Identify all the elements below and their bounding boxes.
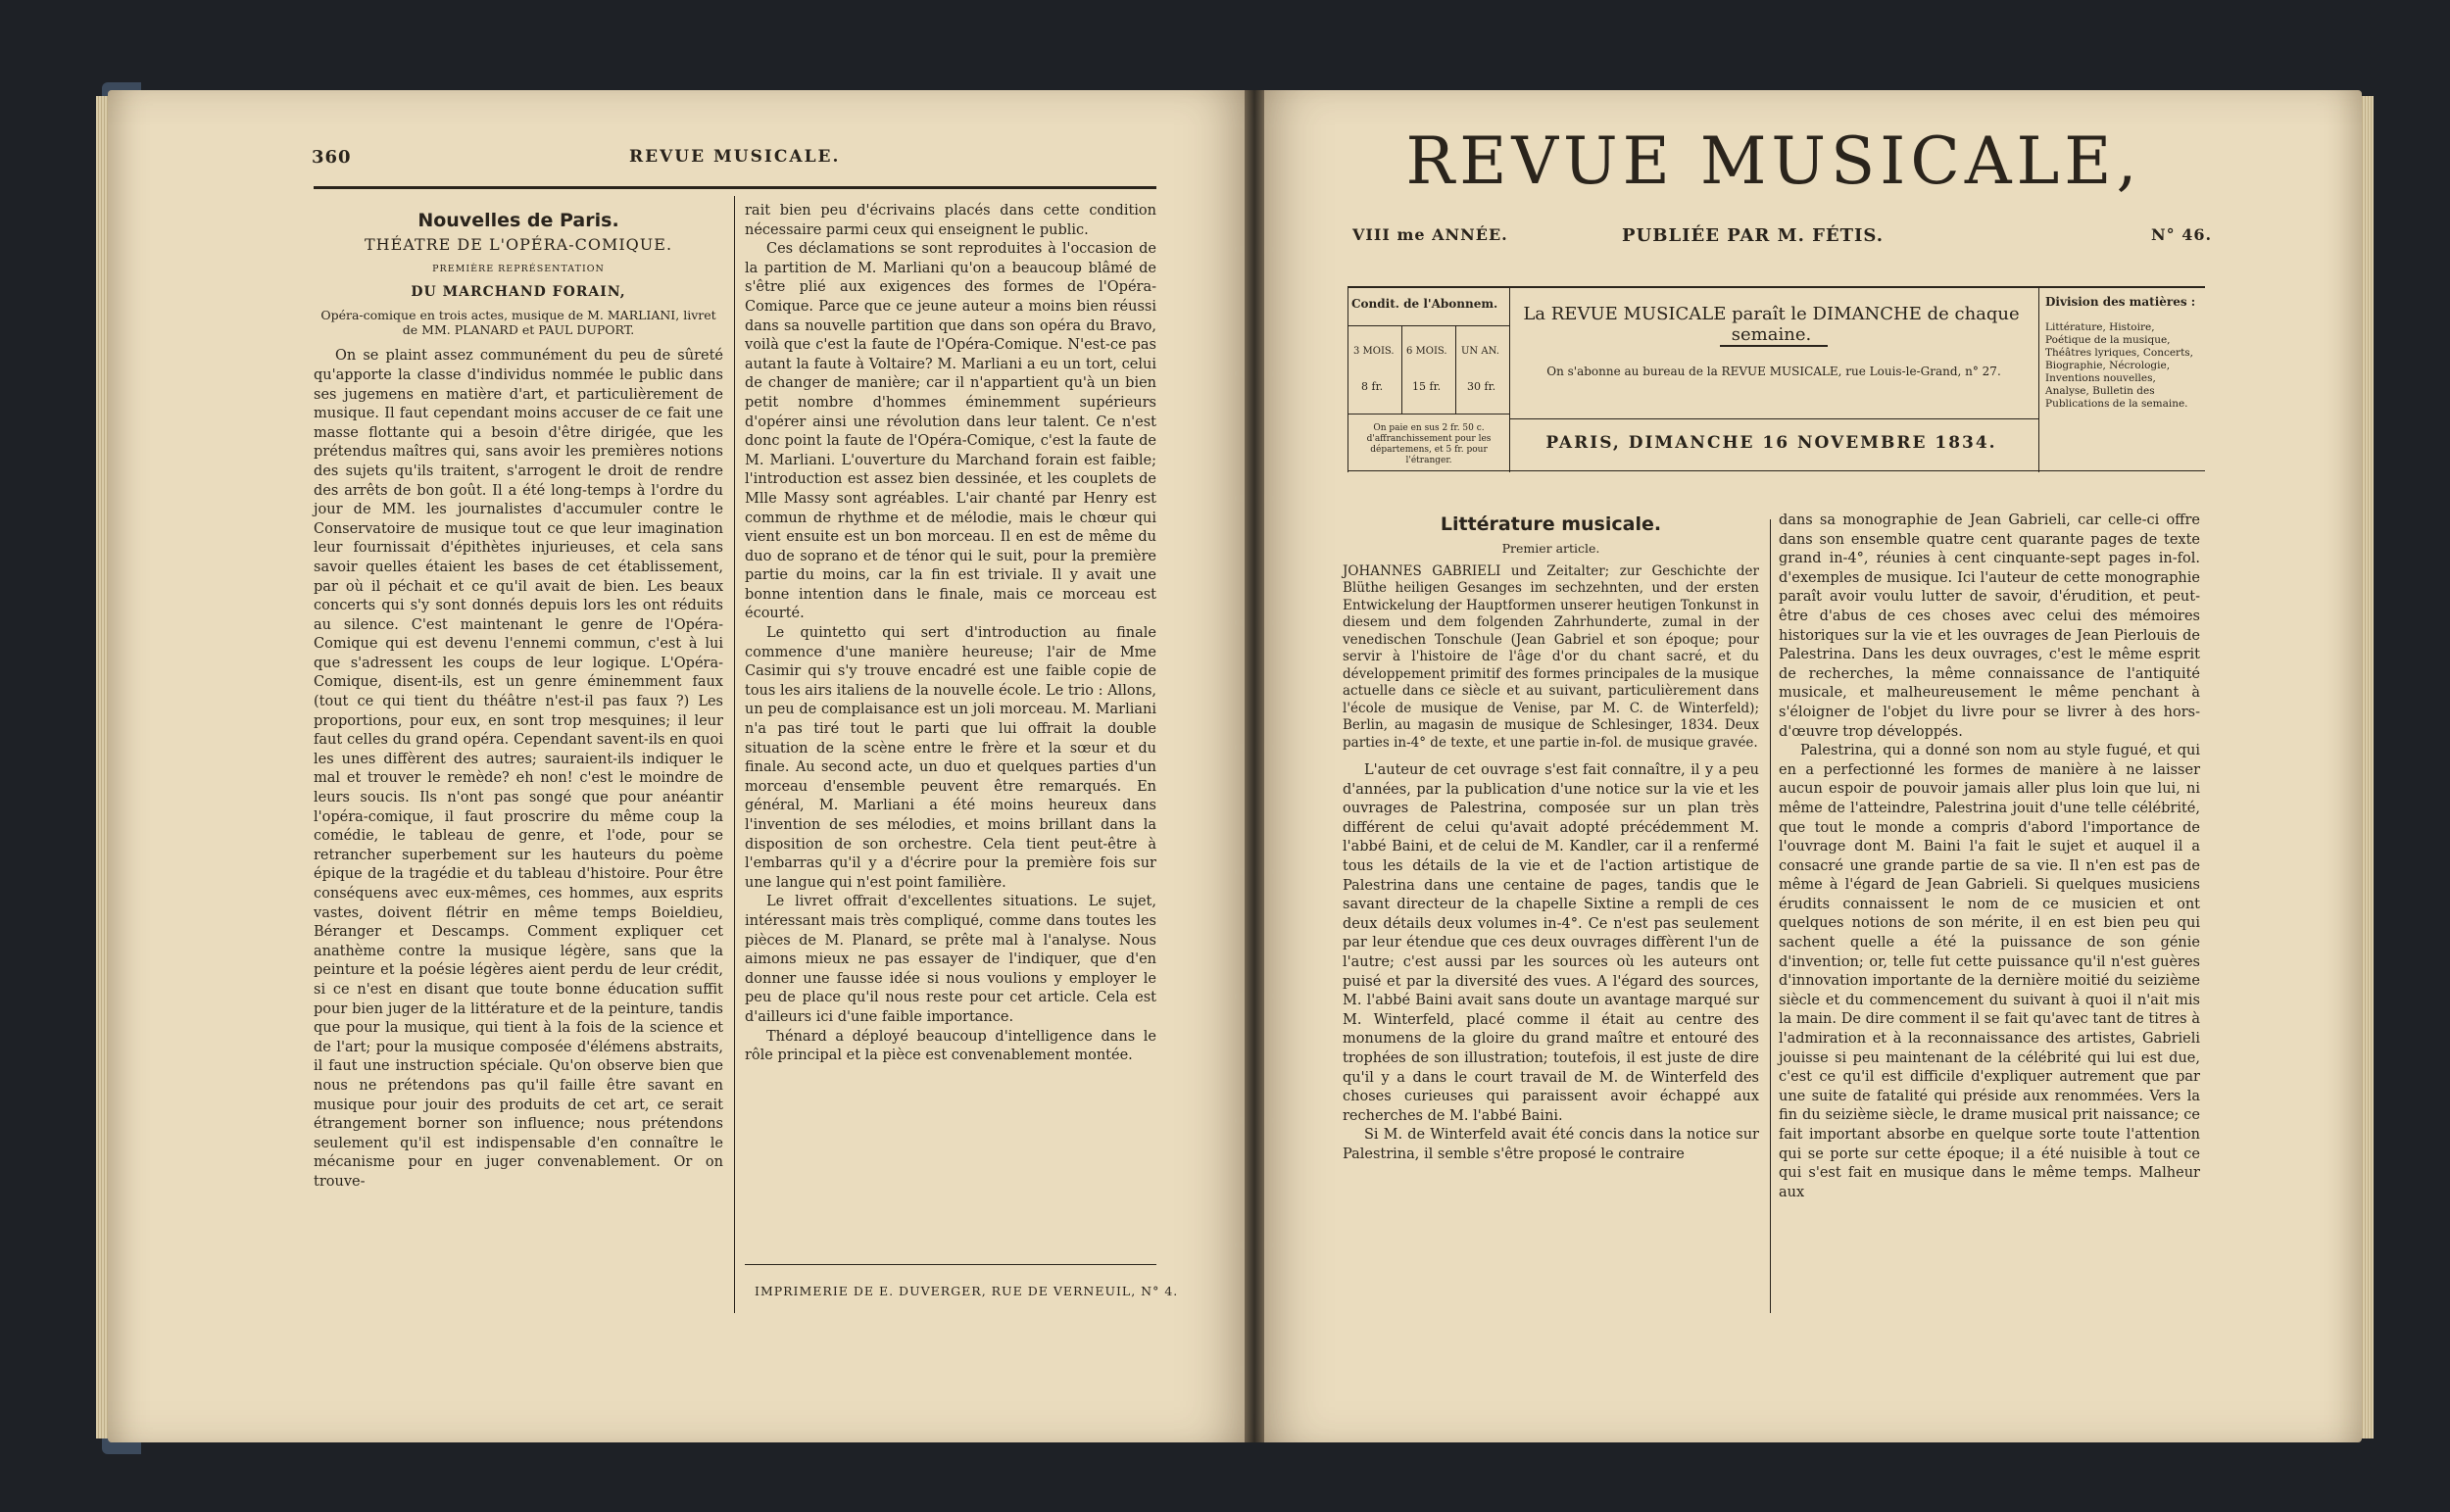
- work-credits: Opéra-comique en trois actes, musique de M. MARLIANI, livret de MM. PLANARD et PAUL DUPORT.: [320, 308, 716, 338]
- masthead: REVUE MUSICALE,: [1405, 123, 2142, 199]
- period-un-an: UN AN.: [1461, 346, 1499, 357]
- publication-schedule: La REVUE MUSICALE paraît le DIMANCHE de chaque semaine.: [1523, 304, 2020, 345]
- box-rule: [2038, 286, 2039, 472]
- page-edges-right: [2360, 96, 2374, 1439]
- paragraph: Le livret offrait d'excellentes situations. Le sujet, intéressant mais très compliqué, comme dans toutes les pièces de M. Planard, se prête mal à l'analyse. Nous aimons mieux ne pas essayer de l'indiquer, que d'en donner une fausse idée si nous voulions y employer le peu de place qu'il nous reste pour cet article. Cela est d'ailleurs ici d'une faible importance.: [745, 894, 1156, 1025]
- running-title: REVUE MUSICALE.: [629, 147, 841, 167]
- box-rule: [1509, 418, 2038, 419]
- column-rule: [734, 196, 735, 1313]
- article-subtitle: Premier article.: [1501, 540, 1600, 556]
- theatre-heading: THÉATRE DE L'OPÉRA-COMIQUE.: [364, 234, 673, 254]
- header-rule: [314, 186, 1156, 189]
- period-6-mois: 6 MOIS.: [1406, 346, 1447, 357]
- subscription-box: [1348, 286, 2205, 472]
- box-rule: [1348, 325, 1509, 326]
- box-rule-bottom: [1348, 470, 2205, 471]
- box-rule: [1455, 325, 1456, 414]
- left-column-2: [745, 202, 1156, 1066]
- left-column-1: [314, 208, 723, 1193]
- price-6-mois: 15 fr.: [1412, 380, 1442, 393]
- issue-date: PARIS, DIMANCHE 16 NOVEMBRE 1834.: [1545, 433, 1997, 453]
- bureau-address: On s'abonne au bureau de la REVUE MUSICALE, rue Louis-le-Grand, n° 27.: [1546, 365, 2001, 378]
- column-rule: [1770, 519, 1771, 1313]
- price-un-an: 30 fr.: [1467, 380, 1496, 393]
- right-column-1: [1343, 512, 1759, 1165]
- period-3-mois: 3 MOIS.: [1353, 346, 1395, 357]
- paragraph: Le quintetto qui sert d'introduction au finale commence d'une manière heureuse; l'air de Mme Casimir qui s'y trouve encadré est une faible copie de tous les airs italiens de la nouvelle école. Le trio : Allons, un peu de complaisance est un joli morceau. M. Marliani n'a pas tiré tout le parti que lui offrait la double situation de la scène entre le frère et la sœur et du finale. Au second acte, un duo et quelques parties d'un morceau d'ensemble peuvent être remarqués. En général, M. Marliani a été moins heureux dans l'invention de ses mélodies, et moins brillant dans la disposition de son orchestre. Cela tient peut-être à l'embarras qu'il y a d'écrire pour la première fois sur une langue qui n'est point familière.: [745, 625, 1156, 891]
- section-title: Littérature musicale.: [1440, 513, 1662, 535]
- premiere-label: PREMIÈRE REPRÉSENTATION: [432, 264, 605, 275]
- printer-line: IMPRIMERIE DE E. DUVERGER, RUE DE VERNEUIL, N° 4.: [755, 1284, 1179, 1298]
- paragraph: rait bien peu d'écrivains placés dans cette condition nécessaire parmi ceux qui enseignent le public.: [745, 203, 1156, 238]
- paragraph: L'auteur de cet ouvrage s'est fait connaître, il y a peu d'années, par la publication d'une notice sur la vie et les ouvrages de Palestrina, composée sur un plan très différent de celui qu'avait adopté précédemment M. l'abbé Baini, et de celui de M. Kandler, car il a renfermé tous les détails de la vie et de l'action artistique de Palestrina dans une centaine de pages, tandis que le savant directeur de la chapelle Sixtine a rempli de ces deux détails deux volumes in-4°. Ce n'est pas seulement par leur étendue que ces deux ouvrages diffèrent l'un de l'autre; c'est aussi par les sources où les auteurs ont puisé et par la diversité des vues. A l'égard des sources, M. l'abbé Baini avait sans doute un avantage marqué sur M. Winterfeld, placé comme il était au centre des monumens de la gloire du grand maître et entouré des trophées de son illustration; toutefois, il est juste de dire qu'il y a dans le court travail de M. de Winterfeld des choses curieuses qui paraissent avoir échappé aux recherches de M. l'abbé Baini.: [1343, 762, 1759, 1124]
- paragraph: Ces déclamations se sont reproduites à l'occasion de la partition de M. Marliani qu'on a beaucoup blâmé de s'être plié aux exigences des formes de l'Opéra-Comique. Parce que ce jeune auteur a moins bien réussi dans sa nouvelle partition que dans son opéra du Bravo, voilà que c'est la faute de l'Opéra-Comique. N'est-ce pas autant la faute à Voltaire? M. Marliani a eu un tort, celui de changer de manière; car il n'appartient qu'à un bien petit nombre d'hommes éminemment supérieurs d'opérer ainsi une révolution dans leur talent. Ce n'est donc point la faute de l'Opéra-Comique, c'est la faute de M. Marliani. L'ouverture du Marchand forain est faible; l'introduction est assez bien dessinée, et les couplets de Mlle Massy sont agréables. L'air chanté par Henry est commun de rhythme et de mélodie, mais le chœur qui vient ensuite est un bon morceau. Il en est de même du duo de soprano et de ténor qui le suit, pour la première partie du moins, car la fin est triviale. Il y avait une bonne intention dans le finale, mais ce morceau est écourté.: [745, 241, 1156, 622]
- year-label: VIII me ANNÉE.: [1352, 225, 1508, 244]
- box-rule-top: [1348, 286, 2205, 288]
- box-rule: [1401, 325, 1402, 414]
- division-title: Division des matières :: [2045, 295, 2196, 309]
- abonnement-note: On paie en sus 2 fr. 50 c. d'affranchissement pour les départemens, et 5 fr. pour l'étranger.: [1366, 423, 1492, 465]
- paragraph: Palestrina, qui a donné son nom au style fugué, et qui en a perfectionné les formes de manière à ne laisser aucun espoir de pouvoir jamais aller plus loin que lui, ni même de l'atteindre, Palestrina jouit d'une telle célébrité, que tout le monde a compris d'abord l'importance de l'ouvrage dont M. Baini l'a fait le sujet et auquel il a consacré une grande partie de sa vie. Il n'en est pas de même à l'égard de Jean Gabrieli. Si quelques musiciens érudits connaissent le nom de ce musicien et ont quelques notions de son mérite, il en est bien peu qui sachent quelle a été la puissance de son génie d'invention; or, telle fut cette puissance qu'il n'est guères d'innovation importante de la dernière moitié du seizième siècle et du commencement du suivant à quoi il n'ait mis la main. De dire comment il se fait qu'avec tant de titres à l'admiration et à la reconnaissance des artistes, Gabrieli jouisse si peu maintenant de la célébrité qui lui est due, c'est ce qu'il est difficile d'expliquer autrement que par une suite de fatalité qui préside aux renommées. Vers la fin du seizième siècle, le drame musical prit naissance; ce fait important absorbe en quelque sorte toute l'attention qui se porte sur cette époque; il a été nuisible à tout ce qui s'est fait en musique dans le même temps. Malheur aux: [1779, 743, 2200, 1200]
- publisher-line: PUBLIÉE PAR M. FÉTIS.: [1622, 225, 1885, 246]
- work-title: DU MARCHAND FORAIN,: [411, 283, 626, 300]
- paragraph: Thénard a déployé beaucoup d'intelligence dans le rôle principal et la pièce est convenablement montée.: [745, 1028, 1156, 1064]
- footer-rule: [745, 1264, 1156, 1265]
- page-number: 360: [312, 147, 352, 168]
- abonnement-title: Condit. de l'Abonnem.: [1351, 297, 1498, 311]
- right-column-2: [1779, 512, 2200, 1202]
- book-reference: JOHANNES GABRIELI und Zeitalter; zur Geschichte der Blüthe heiligen Gesanges im sechzehnten, und der ersten Entwickelung der Hauptformen unserer heutigen Tonkunst in diesem und dem folgenden Zahrhunderte, zumal in der venedischen Tonschule (Jean Gabriel et son époque; pour servir à l'histoire de l'âge d'or du chant sacré, et du développement primitif des formes principales de la musique actuelle dans ce siècle et au suivant, particulièrement dans l'école de musique de Venise, par M. C. de Winterfeld); Berlin, au magasin de musique de Schlesinger, 1834. Deux parties in-4° de texte, et une partie in-fol. de musique gravée.: [1343, 562, 1759, 751]
- paragraph: Si M. de Winterfeld avait été concis dans la notice sur Palestrina, il semble s'être proposé le contraire: [1343, 1127, 1759, 1162]
- division-text: Littérature, Histoire, Poétique de la musique, Théâtres lyriques, Concerts, Biographie, Nécrologie, Inventions nouvelles, Analyse, Bulletin des Publications de la semaine.: [2045, 321, 2194, 410]
- paragraph: On se plaint assez communément du peu de sûreté qu'apporte la classe d'individus nommée le public dans ses jugemens en matière d'art, et particulièrement de musique. Il faut cependant moins accuser de ce fait une masse flottante qui a besoin d'être dirigée, que les prétendus maîtres qui, sans avoir les premières notions des sujets qu'ils traitent, s'arrogent le droit de rendre des arrêts de bon goût. Il a été long-temps à l'ordre du jour de MM. les journalistes d'accumuler contre le Conservatoire de musique tout ce que leur imagination leur fournissait d'épithètes injurieuses, et cela sans savoir quelles étaient les bases de cet établissement, par où il péchait et ce qu'il avait de bien. Les beaux concerts qui s'y sont donnés depuis lors les ont réduits au silence. C'est maintenant le genre de l'Opéra-Comique qui est devenu l'ennemi commun, c'est à lui que s'adressent les coups de leur logique. L'Opéra-Comique, disent-ils, est un genre éminemment faux (tout ce qui tient du théâtre n'est-il pas faux ?) Les proportions, pour eux, en sont trop mesquines; il leur faut celles du grand opéra. Cependant savent-ils en quoi les unes diffèrent des autres; sauraient-ils indiquer le mal et trouver le remède? eh non! c'est le moindre de leurs soucis. Ils n'ont pas songé que pour anéantir l'opéra-comique, il faut proscrire du même coup la comédie, le tableau de genre, et l'ode, pour se retrancher superbement sur les hauteurs du poème épique de la tragédie et du tableau d'histoire. Pour être conséquens avec eux-mêmes, ces hommes, aux esprits vastes, doivent flétrir en même temps Boieldieu, Béranger et Descamps. Comment expliquer cet anathème contre la musique légère, sans que la peinture et la poésie légères aient perdu de leur crédit, si ce n'est en disant que toute bonne éducation suffit pour bien juger de la littérature et de la peinture, tandis que pour la musique, qui tient à la fois de la science et de l'art; pour la musique composée d'élémens abstraits, il faut une instruction spéciale. Qu'on observe bien que nous ne prétendons pas qu'il faille être savant en musique pour jouir des produits de cet art, ce serait étrangement borner son influence; nous prétendons seulement qu'il est indispensable d'en connaître le mécanisme pour en juger convenablement. Or on trouve-: [314, 348, 723, 1190]
- ornament-rule: [1720, 345, 1828, 347]
- book-gutter: [1245, 90, 1264, 1442]
- price-3-mois: 8 fr.: [1361, 380, 1384, 393]
- section-title: Nouvelles de Paris.: [417, 210, 619, 231]
- issue-number: N° 46.: [2151, 225, 2213, 244]
- paragraph: dans sa monographie de Jean Gabrieli, car celle-ci offre dans son ensemble quatre cent quarante pages de texte grand in-4°, réunies à cent cinquante-sept pages in-fol. d'exemples de musique. Ici l'auteur de cette monographie paraît avoir voulu lutter de savoir, d'érudition, et peut-être d'abus de ces choses avec celui des mémoires historiques sur la vie et les ouvrages de Jean Pierlouis de Palestrina. Dans les deux ouvrages, c'est le même esprit de recherches, la même connaissance de l'antiquité musicale, et malheureusement le même penchant à s'éloigner de l'objet du livre pour se livrer à des hors-d'œuvre trop développés.: [1779, 512, 2200, 740]
- box-rule: [1348, 414, 1509, 415]
